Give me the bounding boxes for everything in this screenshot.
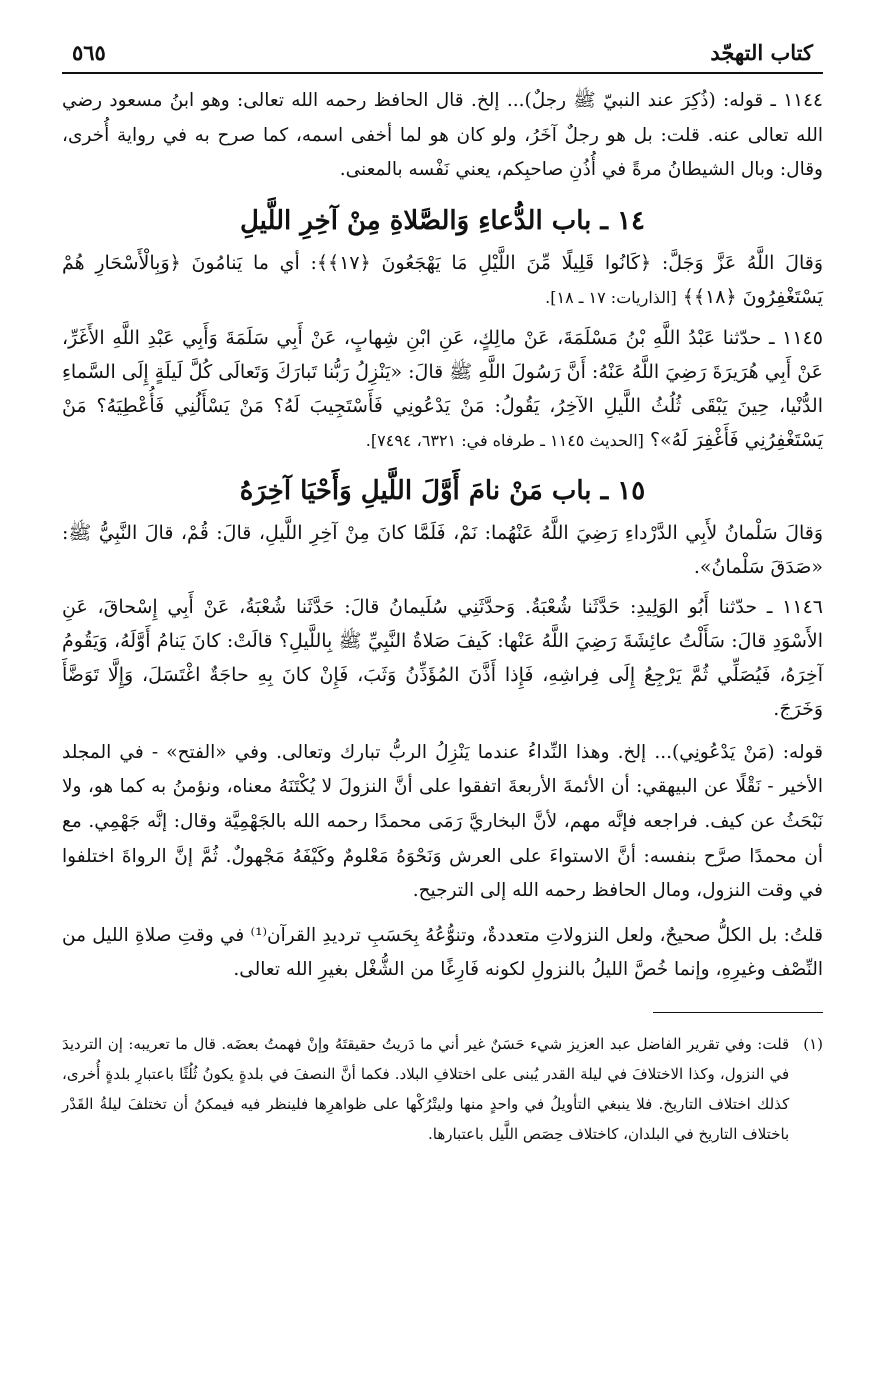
salman-narration: وَقالَ سَلْمانُ لأَبِي الدَّرْداءِ رَضِيَ اللَّهُ عَنْهُما: نَمْ، فَلَمَّا كانَ مِنْ آخِرِ اللَّيلِ، قالَ: قُمْ، قالَ النَّبِيُّ ﷺ: «صَدَقَ سَلْمانُ». — [62, 521, 823, 578]
hadith-1145-text: ١١٤٥ ـ حدّثنا عَبْدُ اللَّهِ بْنُ مَسْلَمَةَ، عَنْ مالِكٍ، عَنِ ابْنِ شِهابٍ، عَنْ أَبِي سَلَمَةَ وَأَبِي عَبْدِ اللَّهِ الأَغَرِّ، عَنْ أَبِي هُرَيرَةَ رَضِيَ اللَّهُ عَنْهُ: أَنَّ رَسُولَ اللَّهِ ﷺ قالَ: «يَنْزِلُ رَبُّنا تَبارَكَ وَتَعالَى كُلَّ لَيلَةٍ إِلَى السَّماءِ الدُّنْيا، حِينَ يَبْقَى ثُلُثُ اللَّيلِ الآخِرُ، يَقُولُ: مَنْ يَدْعُونِي فَأَسْتَجِيبَ لَهُ؟ مَنْ يَسْأَلُنِي فَأُعْطِيَهُ؟ مَنْ يَسْتَغْفِرُنِي فَأَغْفِرَ لَهُ»؟ — [62, 326, 823, 451]
hadith-1146: ١١٤٦ ـ حدّثنا أَبُو الوَلِيدِ: حَدَّثَنا شُعْبَةُ. وَحدَّثَنِي سُلَيمانُ قالَ: حَدَّثَنا شُعْبَةُ، عَنْ أَبِي إِسْحاقَ، عَنِ الأَسْوَدِ قالَ: سَأَلْتُ عائِشَةَ رَضِيَ اللَّهُ عَنْها: كَيفَ صَلاةُ النَّبِيِّ ﷺ بِاللَّيلِ؟ قالَتْ: كانَ يَنامُ أَوَّلَهُ، وَيَقُومُ آخِرَهُ، فَيُصَلِّي ثُمَّ يَرْجِعُ إِلَى فِراشِهِ، فَإِذا أَذَّنَ المُؤَذِّنُ وَثَبَ، فَإِنْ كانَ بِهِ حاجَةٌ اغْتَسَلَ، وَإِلَّا تَوَضَّأَ وَخَرَجَ. — [62, 595, 823, 720]
footnote-1 — [62, 1029, 823, 1149]
commentary-author-view: قلتُ: بل الكلُّ صحيحٌ، ولعل النزولاتِ متعددةٌ، وتنوُّعُهُ بِحَسَبِ ترديدِ القرآن⁽¹⁾ في وقتِ صلاةِ الليل من النِّصْف وغيرِهِ، وإنما خُصَّ الليلُ بالنزولِ لكونه فَارِغًا من الشُّغْل بغيرِ الله تعالى. — [62, 924, 823, 981]
hadith-1145 — [62, 321, 823, 458]
footnote-divider — [653, 1012, 823, 1013]
commentary-1144: ١١٤٤ ـ قوله: (ذُكِرَ عند النبيّ ﷺ رجلٌ)... إلخ. قال الحافظ رحمه الله تعالى: وهو ابنُ مسعود رضي الله تعالى عنه. قلت: بل هو رجلٌ آخَرُ، ولو كان هو لما أخفى اسمه، كما صرح به في رواية أُخرى، وقال: وبال الشيطانُ مرةً في أُذُنِ صاحبِكم، يعني نَفْسه بالمعنى. — [62, 90, 823, 181]
book-title: كتاب التهجّد — [710, 40, 813, 65]
hadith-1145-reference: [الحديث ١١٤٥ ـ طرفاه في: ٦٣٢١، ٧٤٩٤]. — [365, 430, 644, 450]
book-page — [62, 40, 823, 1333]
quran-quote — [62, 246, 823, 315]
quran-quote-text: وَقالَ اللَّهُ عَزَّ وَجَلَّ: ﴿كَانُوا قَلِيلًا مِّنَ اللَّيْلِ مَا يَهْجَعُونَ ﴿١٧﴾﴾: أي ما يَنامُونَ ﴿وَبِالْأَسْحَارِ هُمْ يَسْتَغْفِرُونَ ﴿١٨﴾﴾ — [62, 251, 823, 308]
footnote-number: (١) — [803, 1034, 823, 1053]
running-head — [62, 40, 823, 74]
footnote-text: قلت: وفي تقرير الفاضل عبد العزيز شيء حَسَنٌ غير أني ما دَريتُ حقيقتَهُ وإنْ فهمتُ بعضَه. قال ما تعريبه: إن الترديدَ في النزول، وكذا الاختلافَ في ليلة القدر يُبنى على اختلافِ البلاد. فكما أنَّ النصفَ في بلدةٍ يكونُ ثُلُثًا باعتبارِ بلدةٍ أُخرى، كذلك اختلاف التاريخ. فلا ينبغي التأويلُ في واحدٍ منها وليتْرُكْها على ظواهرِها فلينظر فيه فيمكنُ أن تختلفَ ليلةُ القَدْر باختلاف التاريخ في البلدان، كاختلاف حِصَص اللَّيل باعتبارها. — [62, 1034, 790, 1143]
chapter-heading-14: ١٤ ـ باب الدُّعاءِ وَالصَّلاةِ مِنْ آخِرِ اللَّيلِ — [239, 205, 646, 236]
quran-reference: [الذاريات: ١٧ ـ ١٨]. — [545, 287, 677, 307]
chapter-heading-15: ١٥ ـ باب مَنْ نامَ أَوَّلَ اللَّيلِ وَأَحْيَا آخِرَهُ — [239, 475, 646, 506]
page-number: ٥٦٥ — [72, 40, 106, 65]
commentary-descent: قوله: (مَنْ يَدْعُونِي)... إلخ. وهذا النِّداءُ عندما يَنْزِلُ الربُّ تبارك وتعالى. وفي «الفتح» - في المجلد الأخير - نَقْلًا عن البيهقي: أن الأئمةَ الأربعةَ اتفقوا على أنَّ النزولَ لا يُكْتَنَهُ معناه، ونؤمنُ به كما هو، ولا نَبْحَثُ عن كيف. فراجعه فإنَّه مهم، لأنَّ البخاريَّ رَمَى محمدًا رحمه الله بالجَهْمِيَّة وقال: إنَّه جَهْمِي. مع أن محمدًا صرَّح بنفسه: أنَّ الاستواءَ على العرش وَنَحْوَهُ مَعْلومٌ وكَيْفَهُ مَجْهولٌ. ثُمَّ إنَّ الرواةَ اختلفوا في وقت النزول، ومال الحافظ رحمه الله إلى الترجيح. — [62, 741, 823, 902]
